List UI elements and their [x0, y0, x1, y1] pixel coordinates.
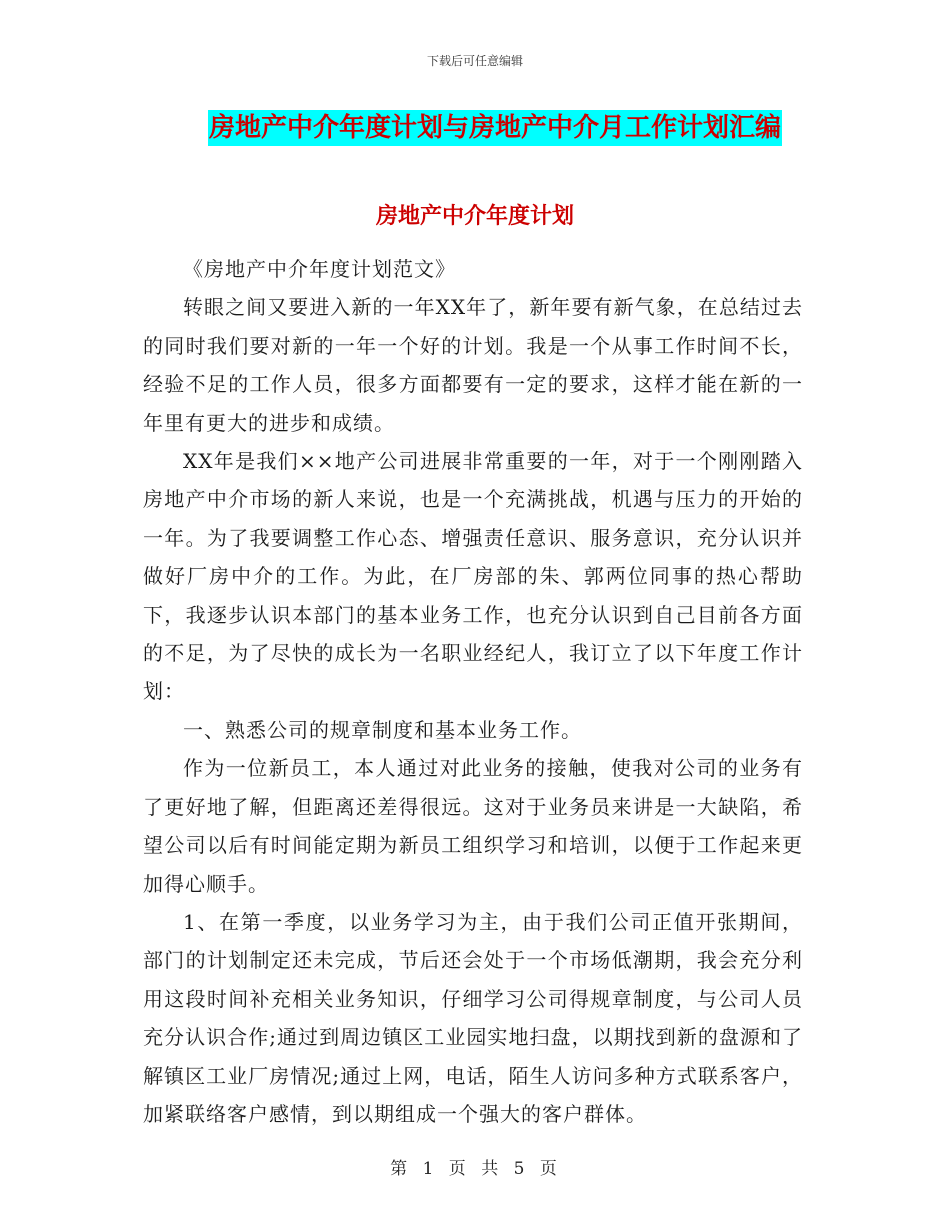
paragraph-heading: 一、熟悉公司的规章制度和基本业务工作。: [183, 717, 582, 742]
paragraph: 1、在第一季度，以业务学习为主，由于我们公司正值开张期间，部门的计划制定还未完成，节后还会处于一个市场低潮期，我会充分利用这段时间补充相关业务知识，仔细学习公司得规章制度，与公司人员充分认识合作;通过到周边镇区工业园实地扫盘，以期找到新的盘源和了解镇区工业厂房情况;通过上网，电话，陌生人访问多种方式联系客户，加紧联络客户感情，到以期组成一个强大的客户群体。: [143, 909, 803, 1126]
section-title: 房地产中介年度计划: [375, 204, 574, 229]
paragraph: XX年是我们××地产公司进展非常重要的一年，对于一个刚刚踏入房地产中介市场的新人来说，也是一个充满挑战，机遇与压力的开始的一年。为了我要调整工作心态、增强责任意识、服务意识，充分认识并做好厂房中介的工作。为此，在厂房部的朱、郭两位同事的热心帮助下，我逐步认识本部门的基本业务工作，也充分认识到自己目前各方面的不足，为了尽快的成长为一名职业经纪人，我订立了以下年度工作计划：: [143, 449, 803, 704]
footer-page-number: 1: [422, 1159, 437, 1179]
page-footer: [0, 1154, 950, 1179]
footer-page-unit: 页: [448, 1159, 469, 1179]
paragraph: 作为一位新员工，本人通过对此业务的接触，使我对公司的业务有了更好地了解，但距离还差得很远。这对于业务员来讲是一大缺陷，希望公司以后有时间能定期为新员工组织学习和培训，以便于工作起来更加得心顺手。: [143, 756, 803, 896]
footer-total-pages: 5: [513, 1159, 528, 1179]
paragraph-sample-title: 《房地产中介年度计划范文》: [183, 257, 456, 281]
footer-total-word: 共: [481, 1159, 502, 1179]
footer-page-word: 第: [390, 1159, 411, 1179]
document-body: [143, 250, 803, 1133]
footer-total-unit: 页: [539, 1159, 560, 1179]
document-title: 房地产中介年度计划与房地产中介月工作计划汇编: [208, 110, 782, 146]
page-header-note: 下载后可任意编辑: [426, 54, 523, 68]
paragraph: 转眼之间又要进入新的一年XX年了，新年要有新气象，在总结过去的同时我们要对新的一年一个好的计划。我是一个从事工作时间不长，经验不足的工作人员，很多方面都要有一定的要求，这样才能在新的一年里有更大的进步和成绩。: [143, 295, 803, 435]
